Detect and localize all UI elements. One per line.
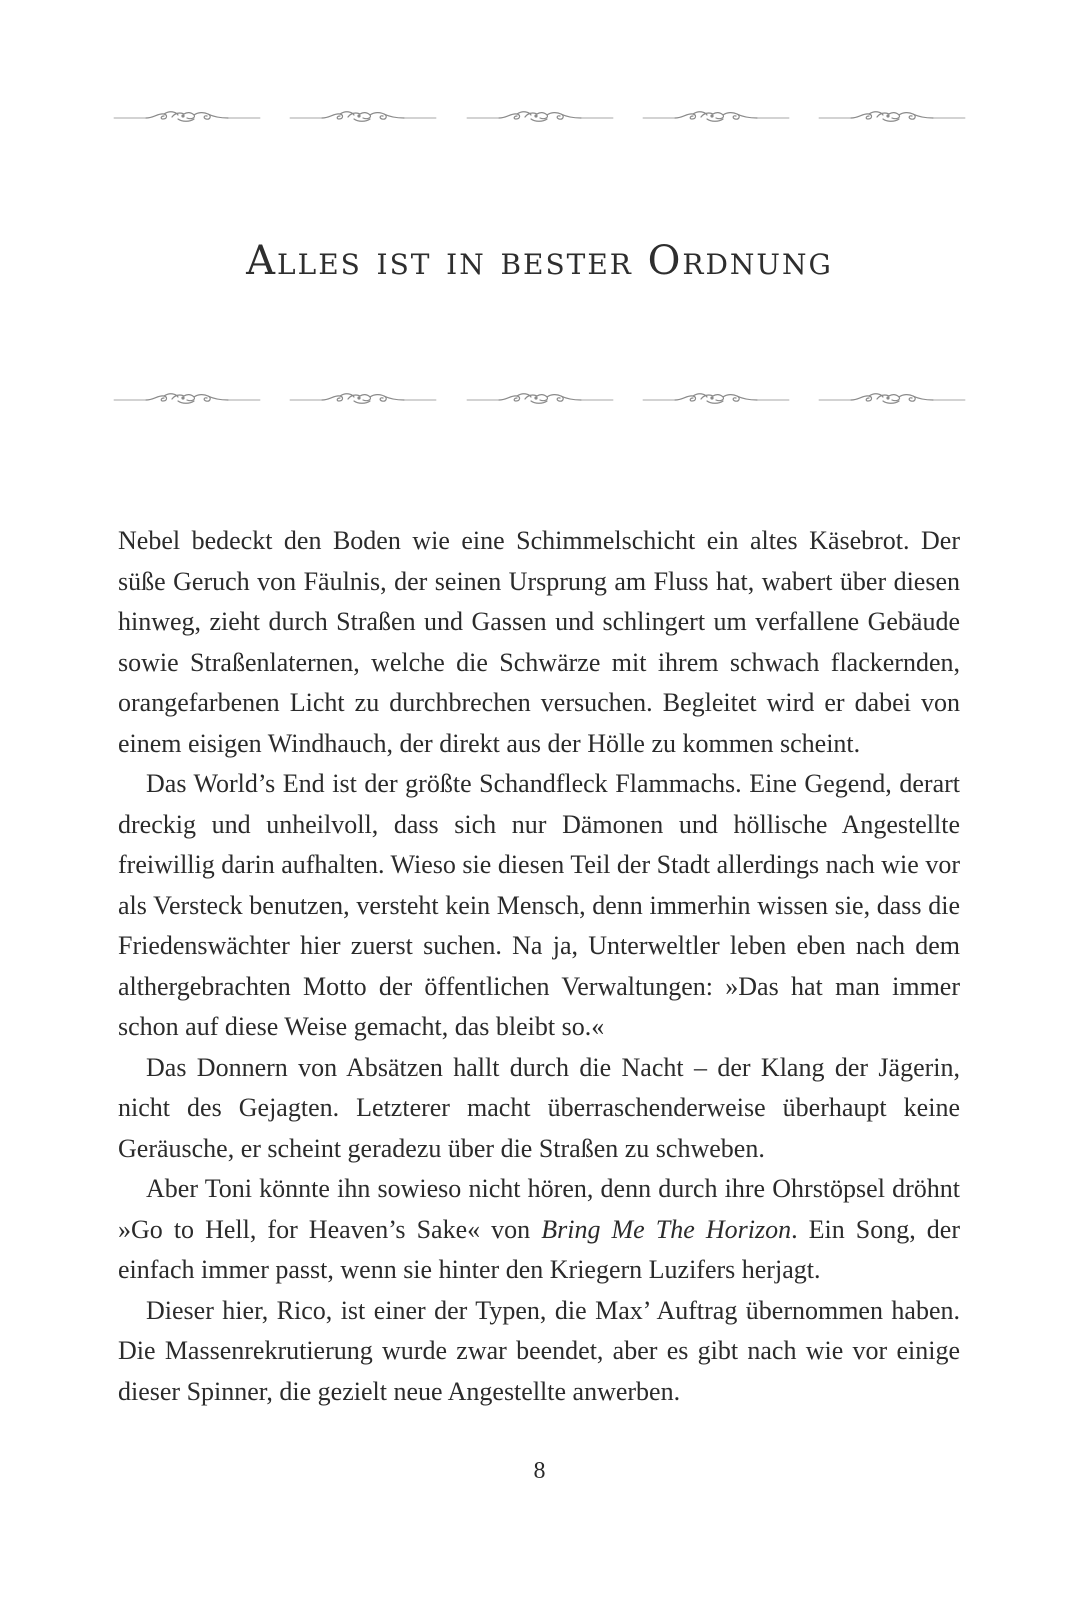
paragraph bbox=[118, 764, 960, 1048]
band-name: Bring Me The Horizon bbox=[541, 1214, 792, 1244]
flourish-divider-icon bbox=[641, 386, 791, 412]
bottom-ornament-row bbox=[112, 384, 967, 414]
flourish-divider-icon bbox=[288, 104, 438, 130]
paragraph-text: Das Donnern von Absätzen hallt durch die Nacht – der Klang der Jägerin, nicht des Gejagten. Letzterer macht überraschenderweise überhaupt keine Geräusche, er scheint geradezu über die Straßen zu schweben. bbox=[118, 1052, 960, 1163]
paragraph bbox=[118, 521, 960, 764]
flourish-divider-icon bbox=[288, 386, 438, 412]
paragraph-text: Aber Toni könnte ihn sowieso nicht hören, denn durch ihre Ohrstöpsel dröhnt »Go to Hell, for Heaven’s Sake« von bbox=[118, 1174, 960, 1244]
flourish-divider-icon bbox=[465, 104, 615, 130]
flourish-divider-icon bbox=[641, 104, 791, 130]
top-ornament-row bbox=[112, 102, 967, 132]
chapter-title bbox=[0, 238, 1079, 284]
flourish-divider-icon bbox=[465, 386, 615, 412]
flourish-divider-icon bbox=[817, 386, 967, 412]
paragraph-text: Dieser hier, Rico, ist einer der Typen, die Max’ Auftrag übernommen haben. Die Massenrekrutierung wurde zwar beendet, aber es gibt nach wie vor einige dieser Spinner, die gezielt neue Angestellte anwerben. bbox=[118, 1295, 960, 1406]
chapter-title-text: Alles ist in bester Ordnung bbox=[246, 238, 833, 284]
paragraph bbox=[118, 1291, 960, 1413]
paragraph-text: Das World’s End ist der größte Schandfleck Flammachs. Eine Gegend, derart dreckig und unheilvoll, dass sich nur Dämonen und höllische Angestellte freiwillig darin aufhalten. Wieso sie diesen Teil der Stadt allerdings nach wie vor als Versteck benutzen, versteht kein Mensch, denn immerhin wissen sie, dass die Friedenswächter hier zuerst suchen. Na ja, Unterweltler leben eben nach dem althergebrachten Motto der öffentlichen Verwaltungen: »Das hat man immer schon auf diese Weise gemacht, das bleibt so.« bbox=[118, 769, 960, 1041]
paragraph-text: Nebel bedeckt den Boden wie eine Schimmelschicht ein altes Käsebrot. Der süße Geruch von Fäulnis, der seinen Ursprung am Fluss hat, wabert über diesen hinweg, zieht durch Straßen und Gassen und schlingert um verfallene Gebäude sowie Straßenlaternen, welche die Schwärze mit ihrem schwach flackernden, orangefarbenen Licht zu durchbrechen versuchen. Begleitet wird er dabei von einem eisigen Windhauch, der direkt aus der Hölle zu kommen scheint. bbox=[118, 526, 960, 758]
paragraph bbox=[118, 1048, 960, 1170]
flourish-divider-icon bbox=[817, 104, 967, 130]
flourish-divider-icon bbox=[112, 386, 262, 412]
paragraph bbox=[118, 1169, 960, 1291]
paragraph-text: . Ein Song, der einfach immer passt, wenn sie hinter den Kriegern Luzifers herjagt. bbox=[118, 1214, 961, 1284]
page-number: 8 bbox=[533, 1458, 546, 1484]
body-text bbox=[118, 521, 960, 1412]
flourish-divider-icon bbox=[112, 104, 262, 130]
